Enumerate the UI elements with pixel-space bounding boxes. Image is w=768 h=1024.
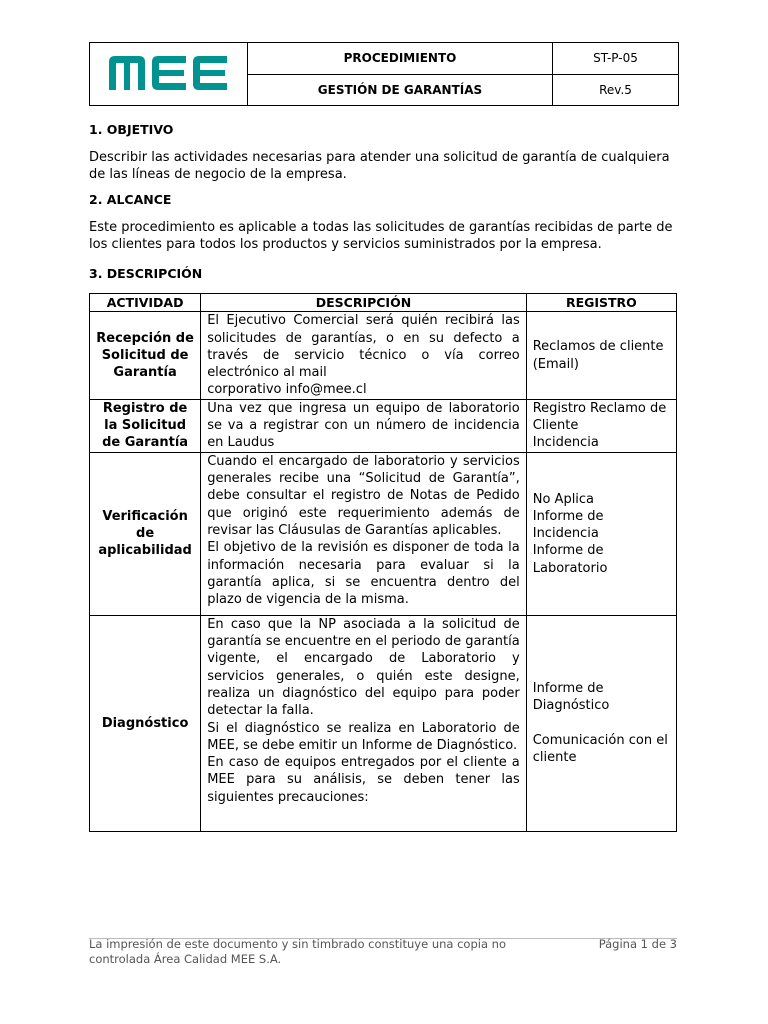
activity-cell: Recepción de Solicitud de Garantía: [90, 312, 201, 399]
table-row: [90, 452, 677, 615]
footer-disclaimer: La impresión de este documento y sin timbrado constituye una copia no controlada Área Calidad MEE S.A.: [89, 937, 506, 966]
registry-entry: Registro Reclamo de Cliente: [532, 400, 667, 434]
registry-entry: Informe de Incidencia: [532, 508, 604, 542]
description-cell: [201, 399, 527, 452]
activity-cell: Diagnóstico: [90, 615, 201, 831]
description-paragraph: corporativo info@mee.cl: [207, 382, 367, 398]
objetivo-heading: 1. OBJETIVO: [89, 122, 174, 137]
registry-cell: [526, 312, 676, 399]
logo-cell: [90, 43, 248, 106]
description-paragraph: En caso de equipos entregados por el cliente a MEE para su análisis, se deben tener las siguientes precauciones:: [207, 755, 520, 805]
description-paragraph: Cuando el encargado de laboratorio y servicios generales recibe una “Solicitud de Garantía”, debe consultar el registro de Notas de Pedido que originó este requerimiento además de revisar las Cláusulas de Garantías aplicables.: [207, 453, 520, 538]
registry-entry: Informe de Diagnóstico: [532, 681, 610, 714]
column-header-registro: REGISTRO: [526, 294, 676, 312]
table-header-row: [90, 294, 677, 312]
registry-entry: Comunicación con el cliente: [532, 732, 668, 766]
objetivo-text: Describir las actividades necesarias para atender una solicitud de garantía de cualquiera de las líneas de negocio de la empresa.: [89, 150, 670, 182]
registry-entry: No Aplica: [532, 491, 595, 507]
table-row: [90, 615, 677, 831]
description-paragraph: En caso que la NP asociada a la solicitud de garantía se encuentre en el periodo de garantía vigente, el encargado de Laboratorio y servicios generales, o quién este designe, realiza un diagnóstico del equipo para poder detectar la falla.: [207, 616, 520, 719]
registry-entry: Informe de Laboratorio: [532, 543, 608, 576]
doc-title: PROCEDIMIENTO: [248, 43, 553, 75]
registry-cell: [526, 452, 676, 615]
registry-cell: [526, 615, 676, 831]
description-cell: [201, 615, 527, 831]
column-header-descripcion: DESCRIPCIÓN: [201, 294, 527, 312]
registry-entry: Incidencia: [532, 435, 599, 451]
description-paragraph: El objetivo de la revisión es disponer de toda la información necesaria para evaluar si la garantía aplica, si se encuentra dentro del plazo de vigencia de la misma.: [207, 540, 520, 608]
description-paragraph: Si el diagnóstico se realiza en Laboratorio de MEE, se debe emitir un Informe de Diagnóstico.: [207, 720, 520, 753]
activities-table: [89, 293, 677, 832]
description-paragraph: El Ejecutivo Comercial será quién recibirá las solicitudes de garantías, o en su defecto a través de servicio técnico o vía correo electrónico al mail: [207, 313, 520, 381]
activity-cell: Verificación de aplicabilidad: [90, 452, 201, 615]
alcance-text: Este procedimiento es aplicable a todas las solicitudes de garantías recibidas de parte de los clientes para todos los productos y servicios suministrados por la empresa.: [89, 220, 673, 252]
activity-cell: Registro de la Solicitud de Garantía: [90, 399, 201, 452]
table-row: [90, 312, 677, 399]
registry-entry: Reclamos de cliente (Email): [532, 339, 664, 372]
table-row: [90, 399, 677, 452]
page-number: Página 1 de 3: [598, 937, 677, 951]
column-header-actividad: ACTIVIDAD: [90, 294, 201, 312]
description-cell: [201, 452, 527, 615]
doc-code: ST-P-05: [553, 43, 679, 75]
doc-subtitle: GESTIÓN DE GARANTÍAS: [248, 74, 553, 106]
mee-logo: [107, 54, 231, 92]
description-paragraph: Una vez que ingresa un equipo de laboratorio se va a registrar con un número de incidencia en Laudus: [207, 400, 520, 451]
description-cell: [201, 312, 527, 399]
alcance-heading: 2. ALCANCE: [89, 192, 172, 207]
descripcion-heading: 3. DESCRIPCIÓN: [89, 266, 203, 281]
doc-revision: Rev.5: [553, 74, 679, 106]
registry-cell: [526, 399, 676, 452]
document-header: [89, 42, 679, 106]
